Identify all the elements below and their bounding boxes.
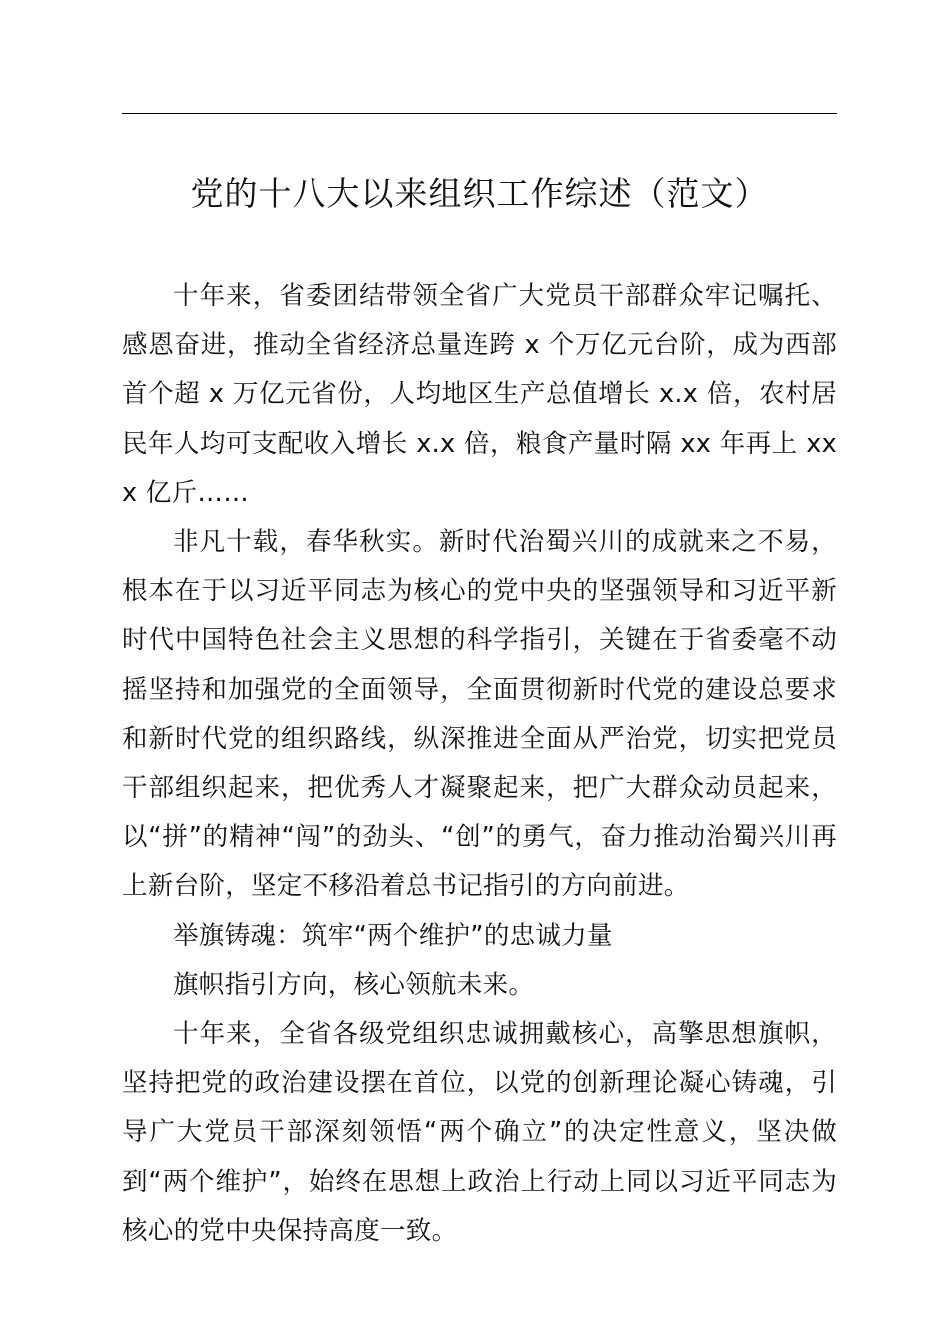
section-heading: 举旗铸魂：筑牢“两个维护”的忠诚力量 bbox=[173, 920, 613, 951]
document-title: 党的十八大以来组织工作综述（范文） bbox=[190, 174, 769, 213]
paragraph-4: 十年来，全省各级党组织忠诚拥戴核心，高擎思想旗帜，坚持把党的政治建设摆在首位，以党的创新理论凝心铸魂，引导广大党员干部深刻领悟“两个确立”的决定性意义，坚决做到“两个维护”，始终在思想上政治上行动上同以习近平同志为核心的党中央保持高度一致。 bbox=[122, 1019, 837, 1246]
paragraph-1: 十年来，省委团结带领全省广大党员干部群众牢记嘱托、感恩奋进，推动全省经济总量连跨 x 个万亿元台阶，成为西部首个超 x 万亿元省份，人均地区生产总值增长 x.x 倍，农村居民年人均可支配收入增长 x.x 倍，粮食产量时隔 xx 年再上 xxx 亿斤…… bbox=[122, 281, 837, 508]
paragraph-2: 非凡十载，春华秋实。新时代治蜀兴川的成就来之不易，根本在于以习近平同志为核心的党中央的坚强领导和习近平新时代中国特色社会主义思想的科学指引，关键在于省委毫不动摇坚持和加强党的全面领导，全面贯彻新时代党的建设总要求和新时代党的组织路线，纵深推进全面从严治党，切实把党员干部组织起来，把优秀人才凝聚起来，把广大群众动员起来，以“拼”的精神“闯”的劲头、“创”的勇气，奋力推动治蜀兴川再上新台阶，坚定不移沿着总书记指引的方向前进。 bbox=[122, 527, 837, 902]
document-body bbox=[122, 272, 837, 1256]
paragraph-3: 旗帜指引方向，核心领航未来。 bbox=[173, 969, 535, 1000]
header-rule bbox=[122, 113, 837, 114]
